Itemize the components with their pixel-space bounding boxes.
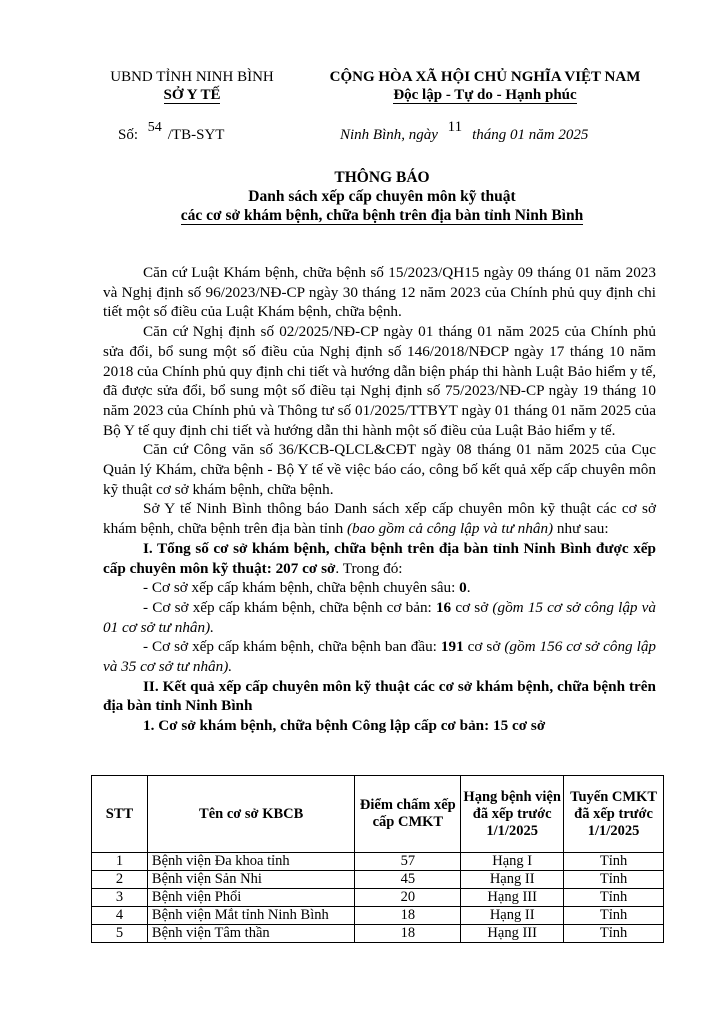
header-facility-name: Tên cơ sở KBCB [147,776,355,853]
table-row [92,871,664,889]
basis-paragraph-2: Căn cứ Nghị định số 02/2025/NĐ-CP ngày 01 tháng 01 năm 2025 của Chính phủ sửa đổi, bổ sung một số điều của Nghị định số 146/2018/NĐCP ngày 17 tháng 10 năm 2018 của Chính phủ quy định chi tiết và hướng dẫn biện pháp thi hành Luật Bảo hiểm y tế, đã được sửa đổi, bổ sung một số điều tại Nghị định số 75/2023/NĐ-CP ngày 19 tháng 10 năm 2023 của Chính phủ và Thông tư số 01/2025/TTBYT ngày 01 tháng 01 năm 2025 của Bộ Y tế quy định chi tiết và hướng dẫn thi hành một số điều của Luật Bảo hiểm y tế. [103,323,656,439]
cell-score: 57 [355,853,461,871]
cell-rank: Hạng III [461,925,564,943]
facility-table [91,775,664,943]
table-row [92,853,664,871]
cell-rank: Hạng I [461,853,564,871]
cell-stt: 4 [92,907,148,925]
table-row [92,925,664,943]
cell-rank: Hạng II [461,871,564,889]
table-row [92,889,664,907]
cell-score: 20 [355,889,461,907]
header-technical-level: Tuyến CMKT đã xếp trước 1/1/2025 [564,776,664,853]
cell-level: Tỉnh [564,925,664,943]
cell-facility-name: Bệnh viện Đa khoa tỉnh [147,853,355,871]
cell-stt: 5 [92,925,148,943]
header-score: Điểm chấm xếp cấp CMKT [355,776,461,853]
cell-facility-name: Bệnh viện Mắt tỉnh Ninh Bình [147,907,355,925]
issuer-province: UBND TỈNH NINH BÌNH [110,69,274,85]
cell-facility-name: Bệnh viện Sản Nhi [147,871,355,889]
cell-score: 45 [355,871,461,889]
cell-stt: 2 [92,871,148,889]
document-number: Số: 54 /TB-SYT [118,120,225,143]
bullet-basic: - Cơ sở xếp cấp khám bệnh, chữa bệnh cơ bản: 16 cơ sở (gồm 15 cơ sở công lập và 01 cơ sở tư nhân). [103,598,657,636]
cell-level: Tỉnh [564,907,664,925]
cell-score: 18 [355,925,461,943]
cell-level: Tỉnh [564,871,664,889]
notice-title-block [92,168,672,225]
bullet-primary: - Cơ sở xếp cấp khám bệnh, chữa bệnh ban đầu: 191 cơ sở (gồm 156 cơ sở công lập và 35 cơ sở tư nhân). [103,638,657,676]
cell-stt: 3 [92,889,148,907]
issuer-block [92,68,292,104]
table-row [92,907,664,925]
date-day: 11 [447,119,463,135]
cell-facility-name: Bệnh viện Phổi [147,889,355,907]
section-2-subheading: 1. Cơ sở khám bệnh, chữa bệnh Công lập cấp cơ bản: 15 cơ sở [143,717,546,735]
motto: Độc lập - Tự do - Hạnh phúc [393,87,577,103]
basis-paragraph-3: Căn cứ Công văn số 36/KCB-QLCL&CĐT ngày 08 tháng 01 năm 2025 của Cục Quản lý Khám, chữa bệnh - Bộ Y tế về việc báo cáo, công bố kết quả xếp cấp chuyên môn kỹ thuật cơ sở khám bệnh, chữa bệnh. [103,441,656,498]
notice-title: THÔNG BÁO [334,169,430,186]
cell-stt: 1 [92,853,148,871]
table-header-row [92,776,664,853]
cell-rank: Hạng II [461,907,564,925]
document-date: Ninh Bình, ngày 11 tháng 01 năm 2025 [340,119,589,143]
national-motto-block [300,68,670,104]
bullet-specialized: - Cơ sở xếp cấp khám bệnh, chữa bệnh chuyên sâu: 0. [143,579,471,597]
cell-score: 18 [355,907,461,925]
section-2-heading: II. Kết quả xếp cấp chuyên môn kỹ thuật các cơ sở khám bệnh, chữa bệnh trên địa bàn tỉnh Ninh Bình [103,677,656,715]
cell-level: Tỉnh [564,853,664,871]
basis-paragraph-1: Căn cứ Luật Khám bệnh, chữa bệnh số 15/2023/QH15 ngày 09 tháng 01 năm 2023 và Nghị định số 96/2023/NĐ-CP ngày 30 tháng 12 năm 2023 của Chính phủ quy định chi tiết một số điều của Luật Khám bệnh, chữa bệnh. [103,264,656,321]
national-title: CỘNG HÒA XÃ HỘI CHỦ NGHĨA VIỆT NAM [329,69,641,85]
notice-subtitle-1: Danh sách xếp cấp chuyên môn kỹ thuật [248,188,516,205]
section-1-heading: I. Tổng số cơ sở khám bệnh, chữa bệnh trên địa bàn tỉnh Ninh Bình được xếp cấp chuyên môn kỹ thuật: 207 cơ sở. Trong đó: [103,539,656,577]
header-stt: STT [92,776,148,853]
notice-subtitle-2: các cơ sở khám bệnh, chữa bệnh trên địa bàn tỉnh Ninh Bình [180,207,584,224]
notice-body [103,263,656,736]
cell-level: Tỉnh [564,889,664,907]
document-number-value: 54 [147,120,162,135]
announcement-paragraph: Sở Y tế Ninh Bình thông báo Danh sách xếp cấp chuyên môn kỹ thuật các cơ sở khám bệnh, chữa bệnh trên địa bàn tỉnh (bao gồm cả công lập và tư nhân) như sau: [103,500,656,538]
header-hospital-rank: Hạng bệnh viện đã xếp trước 1/1/2025 [461,776,564,853]
cell-rank: Hạng III [461,889,564,907]
cell-facility-name: Bệnh viện Tâm thần [147,925,355,943]
issuer-department: SỞ Y TẾ [163,87,221,103]
